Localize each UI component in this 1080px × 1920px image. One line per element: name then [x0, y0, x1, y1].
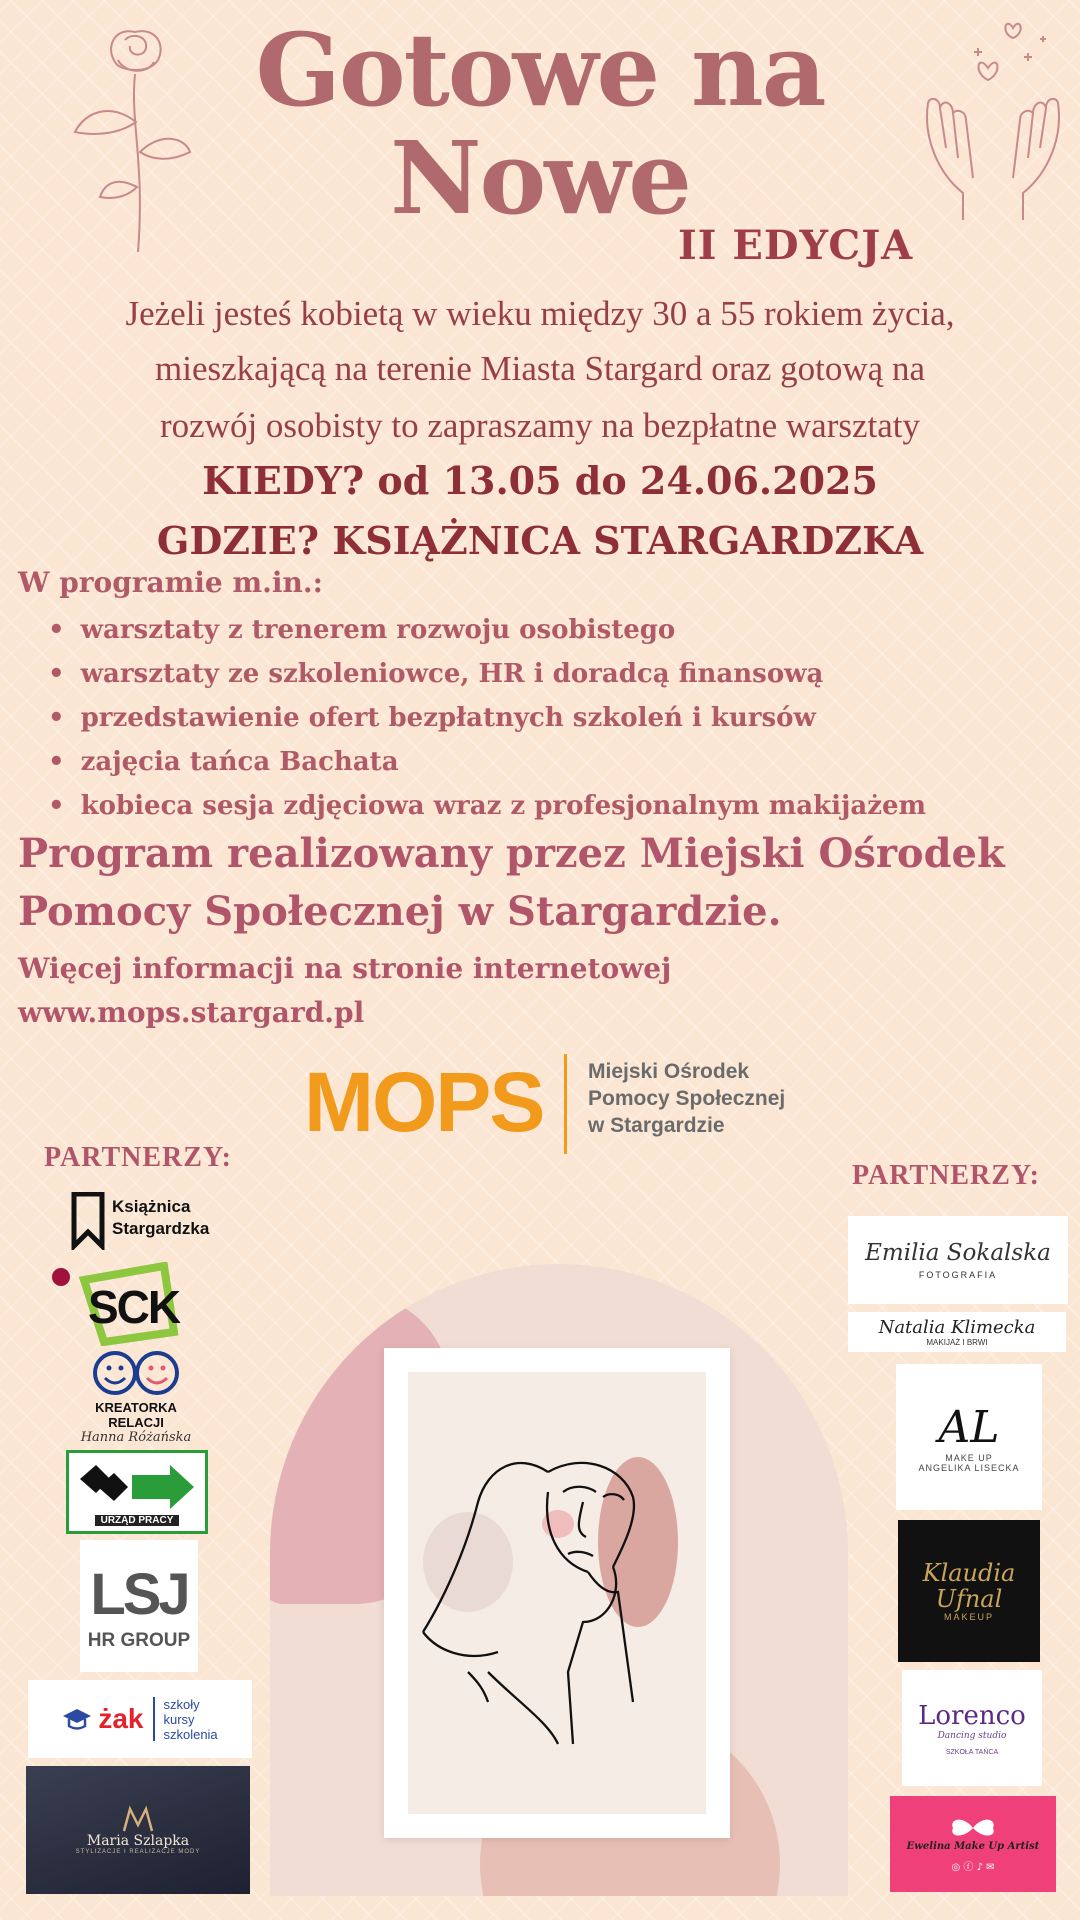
list-item: • kobieca sesja zdjęciowa wraz z profesjonalnym makijażem [48, 784, 926, 828]
where-location: GDZIE? KSIĄŻNICA STARGARDZKA [156, 518, 924, 563]
instagram-icon[interactable]: ◎ [951, 1862, 961, 1873]
kreatorka-signature: Hanna Różańska [80, 1430, 192, 1445]
list-item: • zajęcia tańca Bachata [48, 740, 926, 784]
program-heading: W programie m.in.: [18, 566, 323, 599]
maria-sub: STYLIZACJE I REALIZACJE MODY [75, 1849, 201, 1855]
angelika-line-1: MAKE UP [945, 1452, 993, 1463]
picture-frame [384, 1348, 730, 1838]
lorenco-sub: SZKOŁA TAŃCA [945, 1748, 999, 1756]
tiktok-icon[interactable]: ♪ [976, 1862, 983, 1873]
social-icons [951, 1858, 994, 1873]
kreatorka-logo [66, 1350, 206, 1446]
intro-line-1: Jeżeli jesteś kobietą w wieku między 30 a 55 rokiem życia, [125, 294, 955, 333]
facebook-icon[interactable]: ⓕ [963, 1862, 974, 1873]
mops-logo [304, 1050, 824, 1154]
mops-wordmark: MOPS [304, 1055, 544, 1149]
smile-faces-icon [91, 1350, 181, 1396]
klaudia-sub: MAKEUP [943, 1612, 994, 1622]
sck-text: SCK [88, 1281, 180, 1333]
intro-line-3: rozwój osobisty to zapraszamy na bezpłatne warsztaty [159, 406, 920, 445]
zak-line-2: kursy [163, 1711, 195, 1727]
natalia-klimecka-logo [848, 1312, 1066, 1352]
mops-line-2: Pomocy Społecznej [588, 1087, 786, 1110]
ksiaznica-line-1: Książnica [112, 1197, 191, 1216]
lsj-logo [80, 1540, 198, 1672]
zak-line-1: szkoły [163, 1696, 200, 1712]
ewelina-name: Ewelina Make Up Artist [906, 1841, 1040, 1852]
edition-label: II EDYCJA [678, 222, 914, 269]
emilia-name: Emilia Sokalska [865, 1240, 1051, 1266]
list-item: • warsztaty ze szkoleniowce, HR i doradcą finansową [48, 652, 926, 696]
messenger-icon[interactable]: ✉ [986, 1862, 995, 1873]
bookmark-icon [70, 1192, 106, 1250]
list-item: • warsztaty z trenerem rozwoju osobistego [48, 608, 926, 652]
lorenco-tag: Dancing studio [937, 1730, 1007, 1741]
natalia-sub: MAKIJAŻ I BRWI [926, 1337, 988, 1347]
mops-divider [564, 1054, 567, 1154]
intro-line-2: mieszkającą na terenie Miasta Stargard oraz gotową na [155, 349, 925, 388]
zak-brand: żak [98, 1703, 144, 1734]
angelika-line-2: ANGELIKA LISECKA [918, 1462, 1020, 1473]
klaudia-line-1: Klaudia [922, 1559, 1016, 1587]
lorenco-logo [902, 1670, 1042, 1786]
lsj-mark: LSJ [90, 1562, 188, 1627]
zak-line-3: szkolenia [163, 1726, 218, 1742]
hands-icon [918, 8, 1068, 223]
website-link[interactable]: www.mops.stargard.pl [18, 996, 365, 1029]
lsj-sub: HR GROUP [87, 1630, 191, 1651]
realized-line-1: Program realizowany przez Miejski Ośrodek [18, 830, 1005, 877]
angelika-mark: AL [938, 1401, 1000, 1453]
program-list [48, 608, 926, 828]
kreatorka-name: KREATORKA RELACJI [95, 1400, 177, 1430]
natalia-name: Natalia Klimecka [878, 1316, 1036, 1338]
partners-title-left: PARTNERZY: [44, 1142, 232, 1173]
butterfly-icon [943, 1815, 1003, 1841]
emilia-sub: FOTOGRAFIA [918, 1270, 998, 1280]
lorenco-name: Lorenco [918, 1700, 1026, 1731]
maria-szlapka-logo [26, 1766, 250, 1894]
title-line-1: Gotowe na [255, 11, 825, 129]
ms-monogram-icon [121, 1805, 155, 1833]
klaudia-ufnal-logo [898, 1520, 1040, 1662]
when-date: KIEDY? od 13.05 do 24.06.2025 [202, 458, 878, 503]
zak-divider [153, 1697, 155, 1741]
list-item: • przedstawienie ofert bezpłatnych szkoleń i kursów [48, 696, 926, 740]
arrow-right-icon [76, 1459, 198, 1515]
mops-line-3: w Stargardzie [588, 1114, 725, 1137]
ewelina-logo [890, 1796, 1056, 1892]
emilia-sokalska-logo [848, 1216, 1068, 1304]
ksiaznica-line-2: Stargardzka [112, 1219, 210, 1238]
zak-logo [28, 1680, 252, 1758]
graduation-cap-icon [62, 1707, 92, 1731]
title-line-2: Nowe [390, 119, 690, 237]
sck-logo [52, 1262, 202, 1346]
woman-line-drawing-icon [408, 1372, 706, 1814]
mops-line-1: Miejski Ośrodek [588, 1060, 750, 1083]
sck-dot [52, 1268, 70, 1286]
urzad-pracy-text: URZĄD PRACY [95, 1515, 180, 1526]
urzad-pracy-logo [66, 1450, 208, 1534]
realized-line-2: Pomocy Społecznej w Stargardzie. [18, 888, 782, 935]
maria-name: Maria Szlapka [86, 1833, 190, 1849]
ksiaznica-logo [70, 1188, 230, 1252]
more-info-text: Więcej informacji na stronie internetowej [18, 952, 672, 985]
angelika-lisecka-logo [896, 1364, 1042, 1510]
partners-title-right: PARTNERZY: [852, 1160, 1040, 1191]
klaudia-line-2: Ufnal [935, 1585, 1003, 1613]
rose-icon [70, 12, 200, 267]
